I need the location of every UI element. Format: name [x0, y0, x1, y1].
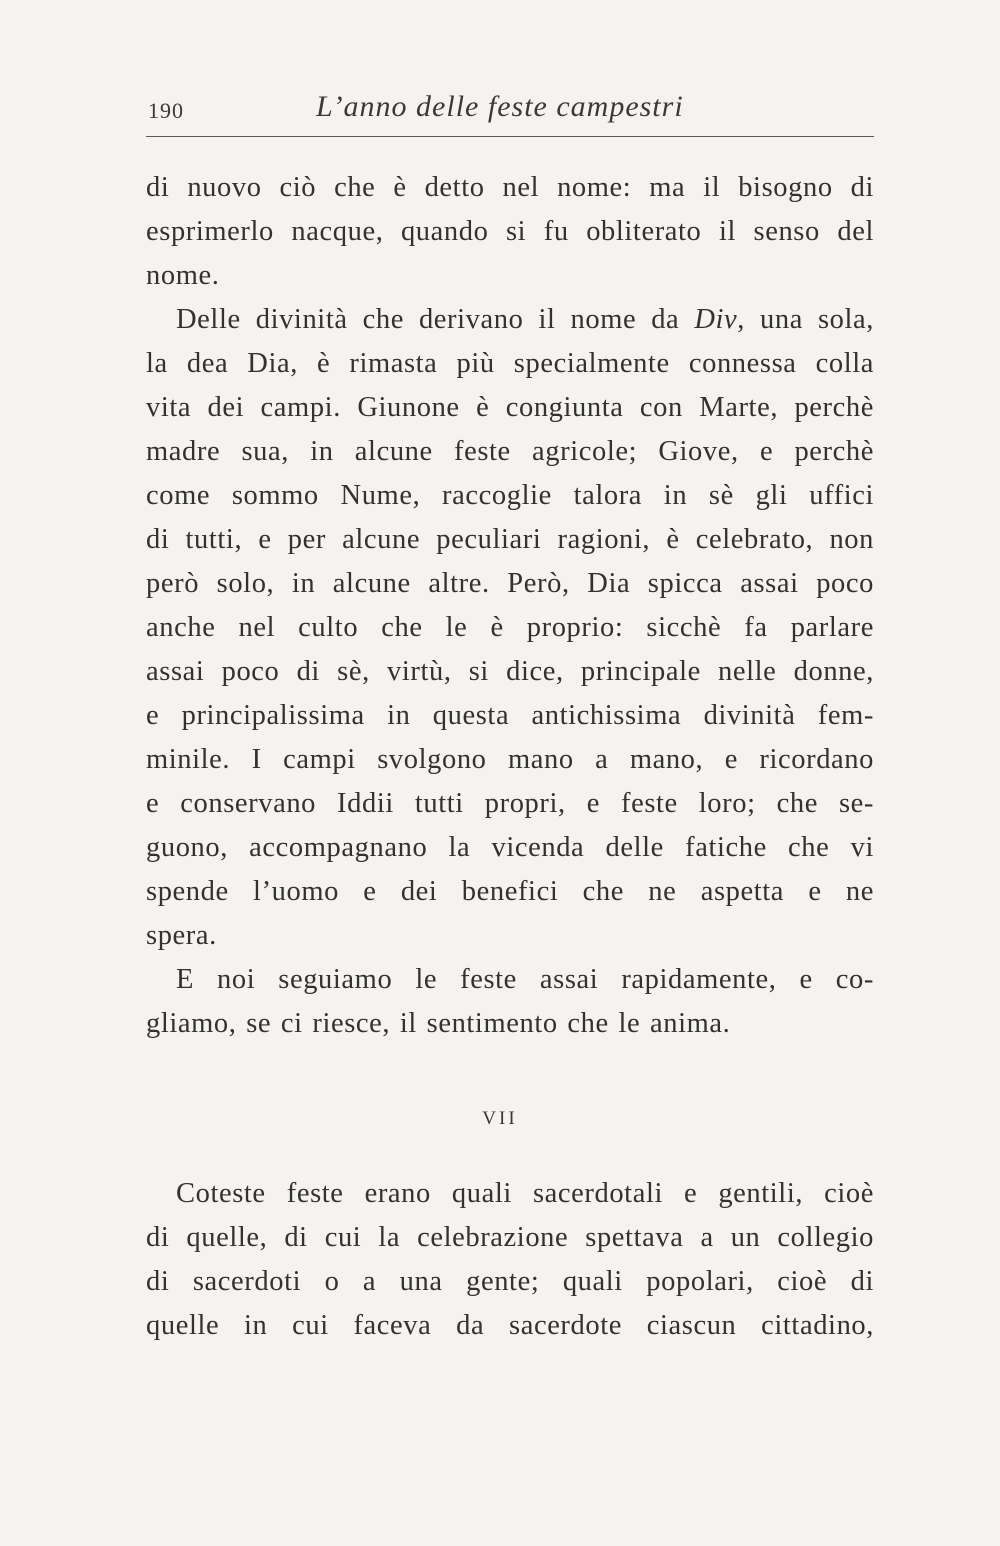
text-line: spende l’uomo e dei benefici che ne aspetta e ne [146, 876, 874, 907]
text-fragment: Delle divinità che derivano il nome da [176, 304, 695, 335]
text-line: di quelle, di cui la celebrazione spettava a un collegio [146, 1222, 874, 1253]
text-line: di sacerdoti o a una gente; quali popolari, cioè di [146, 1266, 874, 1297]
text-line: di tutti, e per alcune peculiari ragioni, è celebrato, non [146, 524, 874, 555]
body-text-before-section [146, 166, 874, 1046]
text-line: anche nel culto che le è proprio: sicchè fa parlare [146, 612, 874, 643]
text-line: come sommo Nume, raccoglie talora in sè gli uffici [146, 480, 874, 511]
text-line: però solo, in alcune altre. Però, Dia spicca assai poco [146, 568, 874, 599]
text-line: guono, accompagnano la vicenda delle fatiche che vi [146, 832, 874, 863]
text-line: esprimerlo nacque, quando si fu obliterato il senso del [146, 216, 874, 247]
text-line: nome. [146, 260, 220, 291]
running-head [146, 84, 874, 124]
text-line: la dea Dia, è rimasta più specialmente connessa colla [146, 348, 874, 379]
text-line [146, 298, 874, 342]
text-line: e conservano Iddii tutti propri, e feste loro; che se- [146, 788, 874, 819]
text-line: madre sua, in alcune feste agricole; Giove, e perchè [146, 436, 874, 467]
text-line: quelle in cui faceva da sacerdote ciascun cittadino, [146, 1310, 874, 1341]
page-number: 190 [148, 98, 184, 123]
text-line: minile. I campi svolgono mano a mano, e ricordano [146, 744, 874, 775]
running-title: L’anno delle feste campestri [316, 90, 684, 123]
text-fragment: , una sola, [737, 304, 874, 335]
italic-word: Div [694, 304, 738, 335]
text-line: E noi seguiamo le feste assai rapidamente, e co- [176, 964, 874, 995]
body-text-after-section [146, 1172, 874, 1348]
header-rule [146, 136, 874, 137]
text-line: vita dei campi. Giunone è congiunta con Marte, perchè [146, 392, 874, 423]
section-heading: VII [482, 1108, 518, 1129]
text-line: gliamo, se ci riesce, il sentimento che le anima. [146, 1008, 731, 1039]
text-line: di nuovo ciò che è detto nel nome: ma il bisogno di [146, 172, 874, 203]
text-line: e principalissima in questa antichissima divinità fem- [146, 700, 874, 731]
text-line: Coteste feste erano quali sacerdotali e gentili, cioè [176, 1178, 874, 1209]
text-line: assai poco di sè, virtù, si dice, principale nelle donne, [146, 656, 874, 687]
text-line: spera. [146, 920, 217, 951]
